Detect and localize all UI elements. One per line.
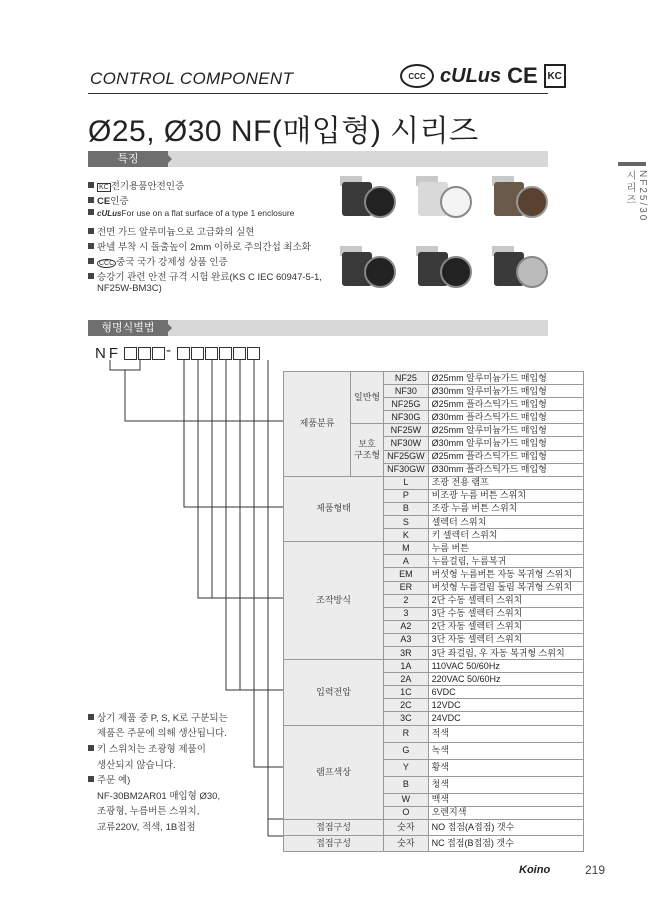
code-cell: ER	[384, 581, 429, 594]
note-item-continued: 제품은 주문에 의해 생산됩니다.	[97, 728, 227, 739]
description-cell: 버섯형 누름걸림 돌림 복귀형 스위치	[428, 581, 583, 594]
description-cell: 버섯형 누름버튼 자동 복귀형 스위치	[428, 568, 583, 581]
ul-mark-icon: cULus	[97, 209, 122, 218]
description-cell: 220VAC 50/60Hz	[428, 673, 583, 686]
code-cell: 1C	[384, 686, 429, 699]
description-cell: 키 셀렉터 스위치	[428, 529, 583, 542]
code-cell: 3C	[384, 712, 429, 725]
description-cell: Ø30mm 알루미늄가드 매입형	[428, 385, 583, 398]
side-tab-label: NF25/30 시리즈	[624, 170, 648, 223]
feature-item: KC 전기용품안전인증	[88, 178, 184, 192]
description-cell: 24VDC	[428, 712, 583, 725]
code-cell: NF25GW	[384, 450, 429, 463]
table-row	[284, 542, 584, 555]
code-cell: 3R	[384, 646, 429, 659]
model-spec-table	[283, 371, 584, 852]
code-cell: M	[384, 542, 429, 555]
ul-logo: cULus	[440, 64, 502, 87]
product-type-label: 제품형태	[284, 476, 384, 541]
lamp-color-label: 램프색상	[284, 725, 384, 819]
code-cell: 1A	[384, 660, 429, 673]
description-cell: Ø30mm 플라스틱가드 매입형	[428, 463, 583, 476]
description-cell: NO 접점(A접점) 갯수	[428, 819, 583, 835]
description-cell: Ø25mm 알루미늄가드 매입형	[428, 424, 583, 437]
brand-logo: Koino	[519, 864, 551, 876]
description-cell: Ø30mm 알루미늄가드 매입형	[428, 437, 583, 450]
description-cell: 3단 좌걸림, 우 자동 복귀형 스위치	[428, 646, 583, 659]
page-title: Ø25, Ø30 NF(매입형) 시리즈	[88, 115, 479, 148]
description-cell: 누름걸림, 누름복귀	[428, 555, 583, 568]
description-cell: 청색	[428, 776, 583, 793]
feature-item: 승강기 관련 안전 규격 시험 완료(KS C IEC 60947-5-1,	[88, 269, 322, 283]
code-cell: P	[384, 489, 429, 502]
code-cell: O	[384, 806, 429, 819]
kc-logo: KC	[544, 64, 566, 88]
note-item-continued: NF-30BM2AR01 매입형 Ø30,	[97, 791, 221, 802]
code-cell: NF25	[384, 372, 429, 385]
description-cell: NC 접점(B접점) 갯수	[428, 835, 583, 851]
protective-type-label: 보호 구조형	[351, 424, 384, 476]
code-cell: A3	[384, 633, 429, 646]
voltage-label: 입력전압	[284, 660, 384, 725]
contact-no-label: 접점구성	[284, 819, 384, 835]
table-row	[284, 660, 584, 673]
code-cell: 2C	[384, 699, 429, 712]
note-item-continued: 조광형, 누름버튼 스위치,	[97, 806, 200, 817]
code-cell: 3	[384, 607, 429, 620]
code-cell: S	[384, 516, 429, 529]
ccc-mark-icon: CCC	[99, 260, 115, 267]
description-cell: 오렌지색	[428, 806, 583, 819]
description-cell: Ø30mm 플라스틱가드 매입형	[428, 411, 583, 424]
table-row	[284, 819, 584, 835]
description-cell: 비조광 누름 버튼 스위치	[428, 489, 583, 502]
code-cell: NF25G	[384, 398, 429, 411]
description-cell: 조광 누름 버튼 스위치	[428, 502, 583, 515]
feature-item: cULusFor use on a flat surface of a type 1 enclosure	[88, 208, 294, 219]
kc-mark-icon: KC	[99, 184, 109, 191]
description-cell: 셀렉터 스위치	[428, 516, 583, 529]
description-cell: 황색	[428, 759, 583, 776]
note-item-continued: 교류220V, 적색, 1B접점	[97, 822, 196, 833]
code-cell: 2A	[384, 673, 429, 686]
description-cell: 2단 자동 셀렉터 스위치	[428, 620, 583, 633]
description-cell: Ø25mm 플라스틱가드 매입형	[428, 398, 583, 411]
code-cell: NF30GW	[384, 463, 429, 476]
code-cell: 숫자	[384, 835, 429, 851]
code-cell: L	[384, 476, 429, 489]
table-row	[284, 835, 584, 851]
note-item: 상기 제품 중 P, S, K로 구분되는	[88, 710, 228, 724]
code-cell: NF25W	[384, 424, 429, 437]
page-number: 219	[585, 863, 606, 877]
operation-label: 조작방식	[284, 542, 384, 660]
code-cell: NF30	[384, 385, 429, 398]
description-cell: 12VDC	[428, 699, 583, 712]
code-cell: K	[384, 529, 429, 542]
description-cell: Ø25mm 알루미늄가드 매입형	[428, 372, 583, 385]
code-cell: 숫자	[384, 819, 429, 835]
feature-item: 전면 가드 알루미늄으로 고급화의 실현	[88, 224, 254, 238]
model-label: 형명식별법	[88, 320, 168, 336]
description-cell: 조광 전용 램프	[428, 476, 583, 489]
code-cell: W	[384, 793, 429, 806]
code-cell: EM	[384, 568, 429, 581]
note-item-continued: 생산되지 않습니다.	[97, 760, 176, 771]
feature-item: CCC 중국 국가 강제성 상품 인증	[88, 254, 228, 268]
feature-item: 판넬 부착 시 돌출높이 2mm 이하로 주의간섭 최소화	[88, 239, 311, 253]
features-label: 특징	[88, 151, 168, 167]
code-cell: NF30G	[384, 411, 429, 424]
code-cell: B	[384, 502, 429, 515]
code-cell: NF30W	[384, 437, 429, 450]
code-cell: Y	[384, 759, 429, 776]
note-item: 키 스위치는 조광형 제품이	[88, 741, 206, 755]
description-cell: Ø25mm 플라스틱가드 매입형	[428, 450, 583, 463]
code-cell: G	[384, 742, 429, 759]
general-type-label: 일반형	[351, 372, 384, 424]
description-cell: 110VAC 50/60Hz	[428, 660, 583, 673]
model-code-separator: -	[166, 342, 171, 359]
ce-mark-icon: CE	[97, 196, 111, 207]
table-row	[284, 476, 584, 489]
code-cell: R	[384, 725, 429, 742]
description-cell: 백색	[428, 793, 583, 806]
description-cell: 6VDC	[428, 686, 583, 699]
description-cell: 3단 수동 셀렉터 스위치	[428, 607, 583, 620]
description-cell: 2단 수동 셀렉터 스위치	[428, 594, 583, 607]
code-cell: 2	[384, 594, 429, 607]
table-row	[284, 372, 584, 385]
product-class-label: 제품분류	[284, 372, 351, 477]
feature-item-continued: NF25W-BM3C)	[97, 283, 162, 294]
ce-logo: CE	[507, 63, 538, 88]
description-cell: 적색	[428, 725, 583, 742]
ccc-logo: CCC	[400, 64, 434, 88]
description-cell: 3단 자동 셀렉터 스위치	[428, 633, 583, 646]
section-category: CONTROL COMPONENT	[90, 69, 294, 88]
description-cell: 녹색	[428, 742, 583, 759]
table-row	[284, 725, 584, 742]
description-cell: 누름 버튼	[428, 542, 583, 555]
feature-item: CE인증	[88, 193, 129, 207]
model-code-prefix: NF	[95, 345, 121, 362]
code-cell: A	[384, 555, 429, 568]
note-item: 주문 예)	[88, 772, 130, 786]
code-cell: A2	[384, 620, 429, 633]
contact-nc-label: 접점구성	[284, 835, 384, 851]
code-cell: B	[384, 776, 429, 793]
